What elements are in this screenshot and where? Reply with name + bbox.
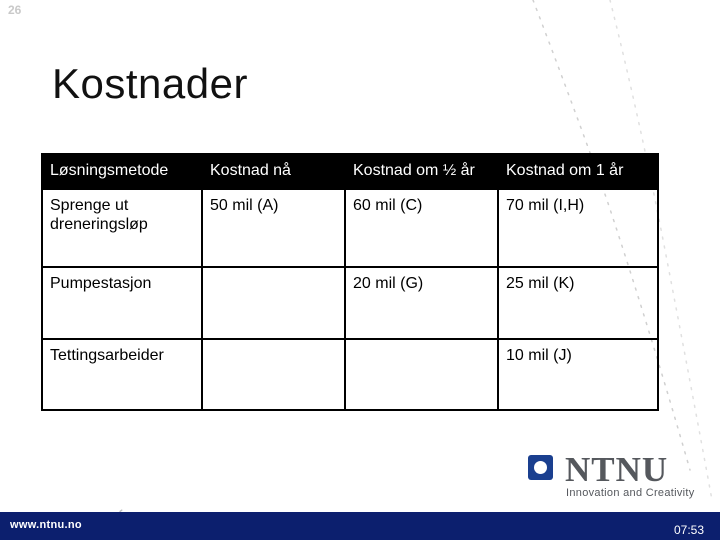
cost-table [41, 153, 659, 411]
table-cell: Tettingsarbeider [42, 339, 202, 410]
table-row [42, 339, 658, 410]
table-cell: 20 mil (G) [345, 267, 498, 339]
header-cost-one-year: Kostnad om 1 år [498, 154, 658, 189]
table-row [42, 267, 658, 339]
logo-tagline: Innovation and Creativity [566, 487, 695, 499]
table-cell: Pumpestasjon [42, 267, 202, 339]
table-cell: 60 mil (C) [345, 189, 498, 267]
table-header-row [42, 154, 658, 189]
table-cell: 50 mil (A) [202, 189, 345, 267]
header-cost-half-year: Kostnad om ½ år [345, 154, 498, 189]
header-method: Løsningsmetode [42, 154, 202, 189]
header-cost-now: Kostnad nå [202, 154, 345, 189]
table-cell: 10 mil (J) [498, 339, 658, 410]
footer-time: 07:53 [673, 523, 704, 537]
slide-title: Kostnader [52, 60, 248, 107]
logo-wordmark: NTNU [565, 450, 669, 489]
slide-number: 26 [8, 3, 22, 17]
logo-circle-icon [528, 455, 553, 480]
table-cell: 70 mil (I,H) [498, 189, 658, 267]
table-cell [202, 339, 345, 410]
ntnu-logo [528, 450, 708, 503]
footer-url: www.ntnu.no [10, 519, 82, 531]
table-cell [202, 267, 345, 339]
footer-bar [0, 512, 720, 540]
table-cell: 25 mil (K) [498, 267, 658, 339]
table-cell [345, 339, 498, 410]
table-cell: Sprenge ut dreneringsløp [42, 189, 202, 267]
table-row [42, 189, 658, 267]
